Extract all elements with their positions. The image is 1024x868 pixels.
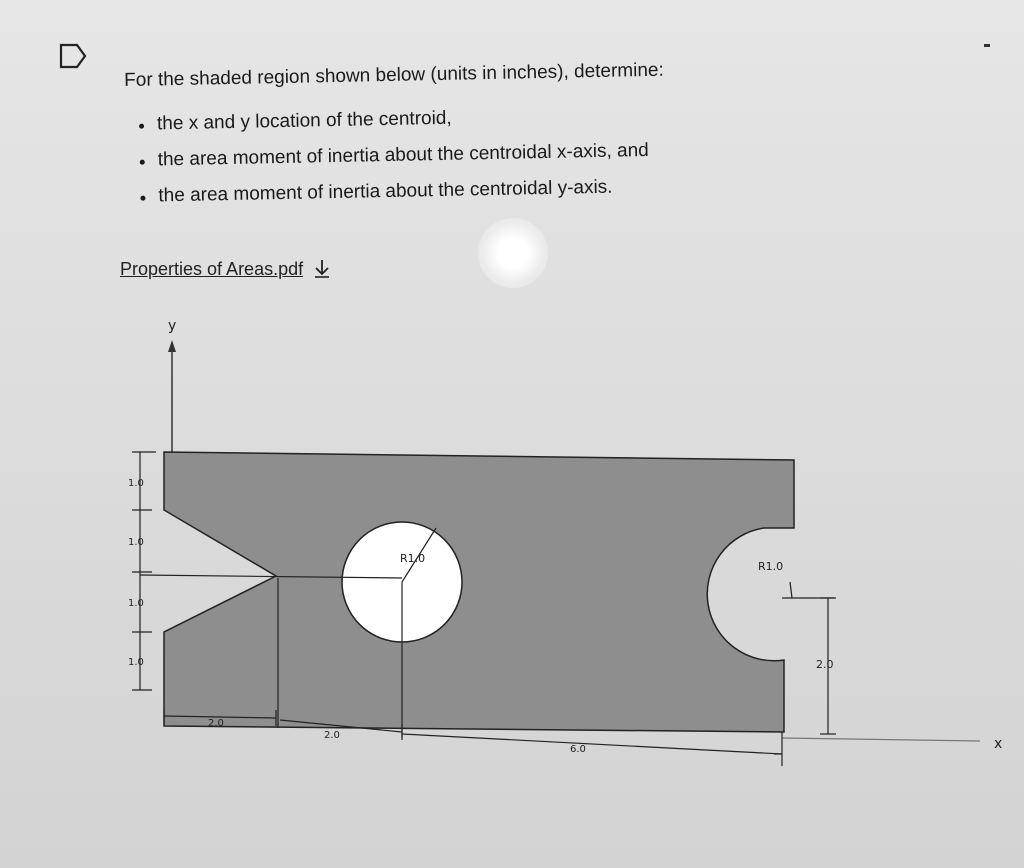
bottom-dim-2: 2.0: [324, 730, 340, 741]
properties-pdf-link[interactable]: Properties of Areas.pdf: [120, 258, 304, 279]
y-axis-arrow: [168, 340, 176, 352]
notch-radius-label: R1.0: [758, 560, 784, 573]
x-axis: [782, 738, 980, 741]
y-axis-label: y: [168, 318, 177, 334]
bullet-inertia-y: the area moment of inertia about the centroidal y-axis.: [138, 170, 966, 208]
left-dim-1: 1.0: [128, 478, 144, 489]
right-dim-label: 2.0: [816, 658, 834, 671]
bullet-inertia-x: the area moment of inertia about the centroidal x-axis, and: [138, 134, 966, 172]
bottom-dim-1: 2.0: [208, 718, 224, 729]
bottom-dim-3: 6.0: [570, 744, 586, 755]
left-dim-4: 1.0: [128, 657, 144, 668]
left-dim-3: 1.0: [128, 598, 144, 609]
x-axis-label: x: [994, 736, 1003, 752]
question-prompt: For the shaded region shown below (units in inches), determine:: [124, 59, 664, 91]
shaded-region: [164, 452, 794, 732]
bullet-centroid: the x and y location of the centroid,: [137, 98, 965, 136]
notch-radius-line: [790, 582, 792, 598]
hole-radius-label: R1.0: [400, 552, 426, 565]
left-dim-2: 1.0: [128, 537, 144, 548]
